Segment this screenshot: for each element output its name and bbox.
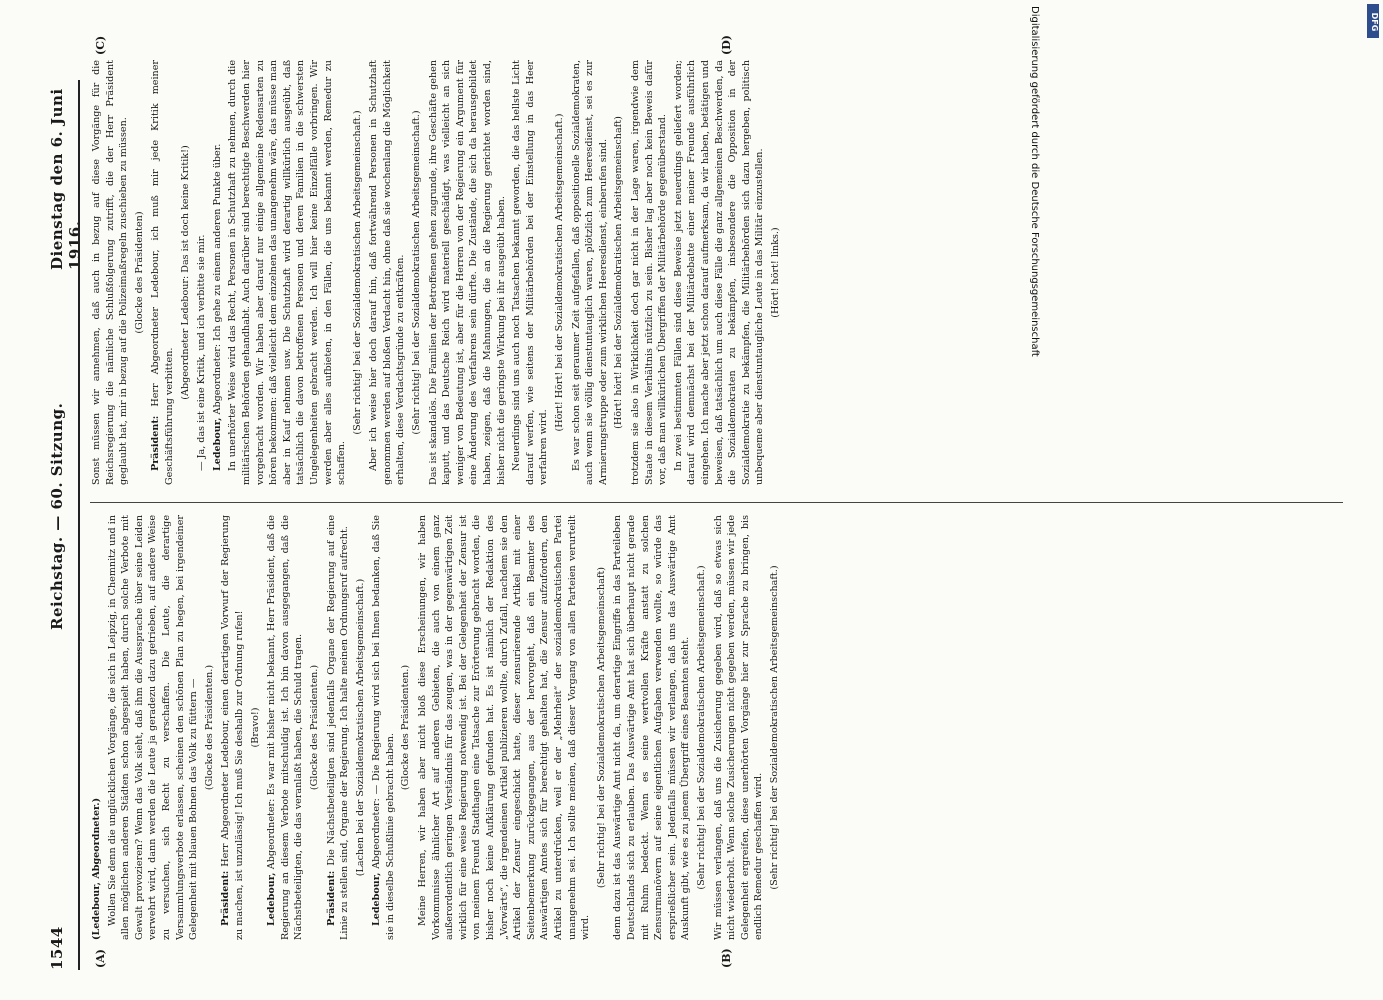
page-header <box>48 80 84 970</box>
paragraph <box>427 60 509 485</box>
interjection-text: (Bravo!) <box>249 707 261 748</box>
paragraph <box>149 60 176 485</box>
interjection <box>410 60 424 485</box>
interjection-text: (Hört! Hört! bei der Sozialdemokratischen Arbeitsgemeinschaft.) <box>554 113 565 432</box>
interjection <box>179 60 193 485</box>
interjection-text: (Hört! hört! links.) <box>769 227 781 318</box>
page-number: 1544 <box>48 926 66 970</box>
interjection <box>354 515 368 940</box>
paragraph-text: Herr Abgeordneter Ledebour, ich muß mir jede Kritik meiner Geschäftsführung verbitten. <box>150 60 175 485</box>
interjection-text: (Lachen bei der Sozialdemokratischen Arbeitsgemeinschaft.) <box>354 578 366 877</box>
paragraph <box>672 60 767 485</box>
header-session-title: Reichstag. — 60. Sitzung. <box>48 402 66 630</box>
interjection-text: (Glocke des Präsidenten.) <box>400 664 412 791</box>
paragraph <box>367 60 408 485</box>
paragraph-text: Meine Herren, wir haben aber nicht bloß diese Erscheinungen, wir haben Vorkommnisse ähnlicher Art auf anderen Gebieten, die auch von einem ganz außerordentlich geringen Verständnis für das zeugen, was in der gegenwärtigen Zeit wirklich für eine weise Regierung notwendig ist. Bei der Gelegenheit der Zensur ist von meinem Freund Stadthagen eine Tatsache zur Erörterung gebracht worden, die bisher noch keine Aufklärung gefunden hat. Es ist nämlich der Redaktion des „Vorwärts“, die irgendeinen Artikel publizieren wollte, durch Zufall, nachdem sie den Artikel der Zensur eingeschickt hatte, dieser zensurierende Artikel mit einer Seitenbemerkung zurückgegangen, aus der hervorgeht, daß ein Beamter des Auswärtigen Amtes sich für berechtigt gehalten hat, die Zensur aufzufordern, den Artikel zu unterdrücken, weil er der „Mehrheit“ der sozialdemokratischen Partei unangenehm sei. Ich sollte meinen, daß dieser Vorgang von allen Parteien verurteilt wird. <box>417 515 592 940</box>
paragraph-text: Neuerdings sind uns auch noch Tatsachen bekannt geworden, die das hellste Licht darauf werfen, wie seitens der Militärbehörden bei der Einstellung in das Heer verfahren wird. <box>511 60 550 485</box>
interjection-text: (Abgeordneter Ledebour: Das ist doch keine Kritik!) <box>179 145 191 400</box>
speaker-name: Präsident: <box>150 415 162 471</box>
paragraph-text: Abgeordneter: — Die Regierung wird sich bei Ihnen bedanken, daß Sie sie in dieselbe Schußlinie gebracht haben. <box>371 515 396 940</box>
interjection <box>553 60 567 485</box>
paragraph-text: trotzdem sie also in Wirklichkeit doch gar nicht in der Lage waren, irgendwie dem Staate in diesem Verhältnis nützlich zu sein. Bisher lag aber noch kein Beweis dafür vor, daß man willkürlichen Übergriffen der Militärbehörde gegenüberstand. <box>629 60 669 485</box>
paragraph-text: Herr Abgeordneter Ledebour, einen derartigen Vorwurf der Regierung zu machen, ist unzulässig! Ich muß Sie deshalb zur Ordnung rufen! <box>220 515 245 940</box>
interjection-text: (Glocke des Präsidenten.) <box>203 664 215 791</box>
header-date: Dienstag den 6. Juni 1916. <box>48 88 84 270</box>
paragraph <box>629 60 670 485</box>
interjection <box>351 60 365 485</box>
interjection-text: (Sehr richtig! bei der Sozialdemokratischen Arbeitsgemeinschaft.) <box>695 565 707 890</box>
paragraph-text: Wollen Sie denn die unglücklichen Vorgänge, die sich in Leipzig, in Chemnitz und in allen möglichen anderen Städten schon abgespielt haben, durch solche Verbote mit Gewalt provozieren? Wenn das Volk sieht, daß ihm die Aussprache über seine Leiden verwehrt wird, dann werden die Leute ja geradezu dazu getrieben, auf andere Weise zu versuchen, sich Recht zu verschaffen. Die Leute, die derartige Versammlungsverbote erlassen, scheinen den schönen Plan zu hegen, bei irgendeiner Gelegenheit mit blauen Bohnen das Volk zu füttern — <box>106 515 200 940</box>
header-rule <box>78 80 80 970</box>
interjection-text: (Sehr richtig! bei der Sozialdemokratischen Arbeitsgemeinschaft.) <box>351 110 363 435</box>
interjection <box>612 60 626 485</box>
paragraph <box>570 60 611 485</box>
text-column-left <box>90 515 1343 940</box>
speaker-name: Präsident: <box>325 870 337 926</box>
paragraph-text: In zwei bestimmten Fällen sind diese Beweise jetzt neuerdings geliefert worden; darauf wird demnächst bei der Militärdebatte einer meiner Freunde ausführlich eingehen. Ich mache aber jetzt schon darauf aufmerksam, da wir haben, betätigen und beweisen, daß tatsächlich um auch diese Fälle die ganz allgemeinen Beschwerden, da die Sozialdemokraten zu bekämpfen, insbesondere die Opposition in der Sozialdemokratie zu bekämpfen, die Militärbehörden sich dazu hergeben, politisch unbequeme aber dienstuntaugliche Leute in das Militär einzustellen. <box>672 60 766 485</box>
interjection-text: (Sehr richtig! bei der Sozialdemokratischen Arbeitsgemeinschaft.) <box>411 110 423 435</box>
paragraph <box>90 60 131 485</box>
interjection <box>399 515 413 940</box>
interjection-text: (Sehr richtig! bei der Sozialdemokratischen Arbeitsgemeinschaft) <box>595 566 607 889</box>
paragraph <box>219 515 246 940</box>
paragraph-text: Es war schon seit geraumer Zeit aufgefallen, daß oppositionelle Sozialdemokraten, auch wenn sie völlig dienstuntauglich waren, plötzlich zum Heeresdienst, sei es zur Armierungstruppe oder zum wirklichen Heeresdienst, einberufen sind. <box>570 60 609 485</box>
paragraph <box>211 60 225 485</box>
paragraph-text: Sonst müssen wir annehmen, daß auch in bezug auf diese Vorgänge für die Reichsregierung die nämliche Schlußfolgerung zutrifft, die der Herr Präsident geglaubt hat, mir in bezug auf die Polizeimaßregeln zuschieben zu müssen. <box>91 60 130 485</box>
paragraph <box>510 60 551 485</box>
paragraph-text: denn dazu ist das Auswärtige Amt nicht da, um derartige Eingriffe in das Parteileben Deutschlands sich zu erlauben. Das Auswärtige Amt hat sich überhaupt nicht gerade mit Ruhm bedeckt. Wenn es seine wertvollen Kräfte anstatt zu solchen Zensurmanövern auf seine eigentlichen Aufgaben verwenden wollte, so würde das ersprießlicher sein. Jedenfalls müssen wir verlangen, daß uns das Auswärtige Amt Auskunft gibt, wie es zu jenem Übergriff eines Beamten steht. <box>612 515 692 940</box>
paragraph <box>325 515 352 940</box>
paragraph-text: — Ja, das ist eine Kritik, und ich verbitte sie mir. <box>196 234 208 471</box>
paragraph-text: Die Nächstbeteiligten sind jedenfalls Organe der Regierung auf eine Linie zu stellen sind, Organe der Regierung. Ich halte meinen Ordnungsruf aufrecht. <box>325 515 351 940</box>
interjection <box>249 515 263 940</box>
paragraph <box>370 515 397 940</box>
paragraph-text: Abgeordneter: Es war mit bisher nicht bekannt, Herr Präsident, daß die Regierung an diesem Verbote mitschuldig ist. Ich bin davon ausgegangen, daß die Nächstbeteiligten, die das veranlaßt haben, die Schuld tragen. <box>266 515 305 940</box>
interjection <box>203 515 217 940</box>
paragraph-text: Wir müssen verlangen, daß uns die Zusicherung gegeben wird, daß so etwas sich nicht wiederholt. Wenn solche Zusicherungen nicht gegeben werden, müssen wir jede Gelegenheit ergreifen, diese unerhörten Vorgänge hier zur Sprache zu bringen, bis endlich Remedur geschaffen wird. <box>712 515 765 940</box>
interjection <box>595 515 609 940</box>
interjection-text: (Glocke des Präsidenten) <box>133 211 145 334</box>
interjection <box>695 515 709 940</box>
margin-marker-d: (D) <box>720 35 733 55</box>
speaker-name: Ledebour, <box>266 872 278 926</box>
interjection <box>133 60 147 485</box>
margin-marker-c: (C) <box>94 35 107 55</box>
margin-marker-b: (B) <box>720 948 733 968</box>
paragraph <box>611 515 693 940</box>
text-column-right <box>90 60 1343 485</box>
paragraph-text: In unerhörter Weise wird das Recht, Personen in Schutzhaft zu nehmen, durch die militärischen Behörden gehandhabt. Auch darüber sind berechtigte Beschwerden hier vorgebracht worden. Wir haben aber darauf nur einige allgemeine Redensarten zu hören bekommen: daß vielleicht dem einzelnen das unangenehm wäre, das müsse man aber in Kauf nehmen usw. Die Schutzhaft wird derartig willkürlich ausgeübt, daß tatsächlich die davon betroffenen Personen und deren Familien in die schwersten Ungelegenheiten gebracht werden. Ich will hier keine Einzelfälle vorbringen. Wir werden aber alles aufbieten, in den Fällen, die uns bekannt werden, Remedur zu schaffen. <box>227 60 348 485</box>
paragraph <box>226 60 348 485</box>
column-divider <box>90 502 1343 503</box>
speaker-name: Ledebour, <box>211 417 223 471</box>
paragraph-text: Das ist skandalös. Die Familien der Betroffenen gehen zugrunde, ihre Geschäfte gehen kaputt, und das Deutsche Reich wird materiell geschädigt, was vielleicht an sich weniger von Bedeutung ist, aber für die Herren von der Regierung ein Argument für eine Änderung des Verfahrens sein dürfte. Die Zustände, die sich da herausgebildet haben, zeigen, daß die Mahnungen, die an die Regierung gerichtet worden sind, bisher nicht die geringste Wirkung bei ihr ausgeübt haben. <box>427 60 507 485</box>
interjection <box>308 515 322 940</box>
interjection-text: (Hört! hört! bei der Sozialdemokratischen Arbeitsgemeinschaft) <box>613 116 625 429</box>
speaker-name: Ledebour, <box>371 872 383 926</box>
paragraph <box>712 515 766 940</box>
interjection-text: (Glocke des Präsidenten.) <box>308 664 320 791</box>
paragraph <box>265 515 306 940</box>
interjection-text: (Sehr richtig! bei der Sozialdemokratischen Arbeitsgemeinschaft.) <box>768 565 780 890</box>
paragraph <box>90 515 104 940</box>
speaker-name: Präsident: <box>220 870 232 926</box>
paragraph-text: Aber ich weise hier doch darauf hin, daß fortwährend Personen in Schutzhaft genommen werden auf bloßen Verdacht hin, ohne daß sie wochenlang die Möglichkeit erhalten, diese Verdachtsgründe zu entkräften. <box>368 60 407 485</box>
interjection <box>768 515 782 940</box>
paragraph <box>416 515 593 940</box>
interjection <box>769 60 783 485</box>
margin-marker-a: (A) <box>94 949 107 968</box>
dfg-logo: DFG <box>1367 4 1379 38</box>
paragraph <box>195 60 209 485</box>
speaker-name: (Ledebour, Abgeordneter.) <box>91 797 102 940</box>
paragraph-text: Abgeordneter: Ich gehe zu einem anderen Punkte über. <box>211 143 223 415</box>
digitization-note: Digitalisierung gefördert durch die Deutsche Forschungsgemeinschaft <box>1029 6 1040 357</box>
paragraph <box>106 515 201 940</box>
